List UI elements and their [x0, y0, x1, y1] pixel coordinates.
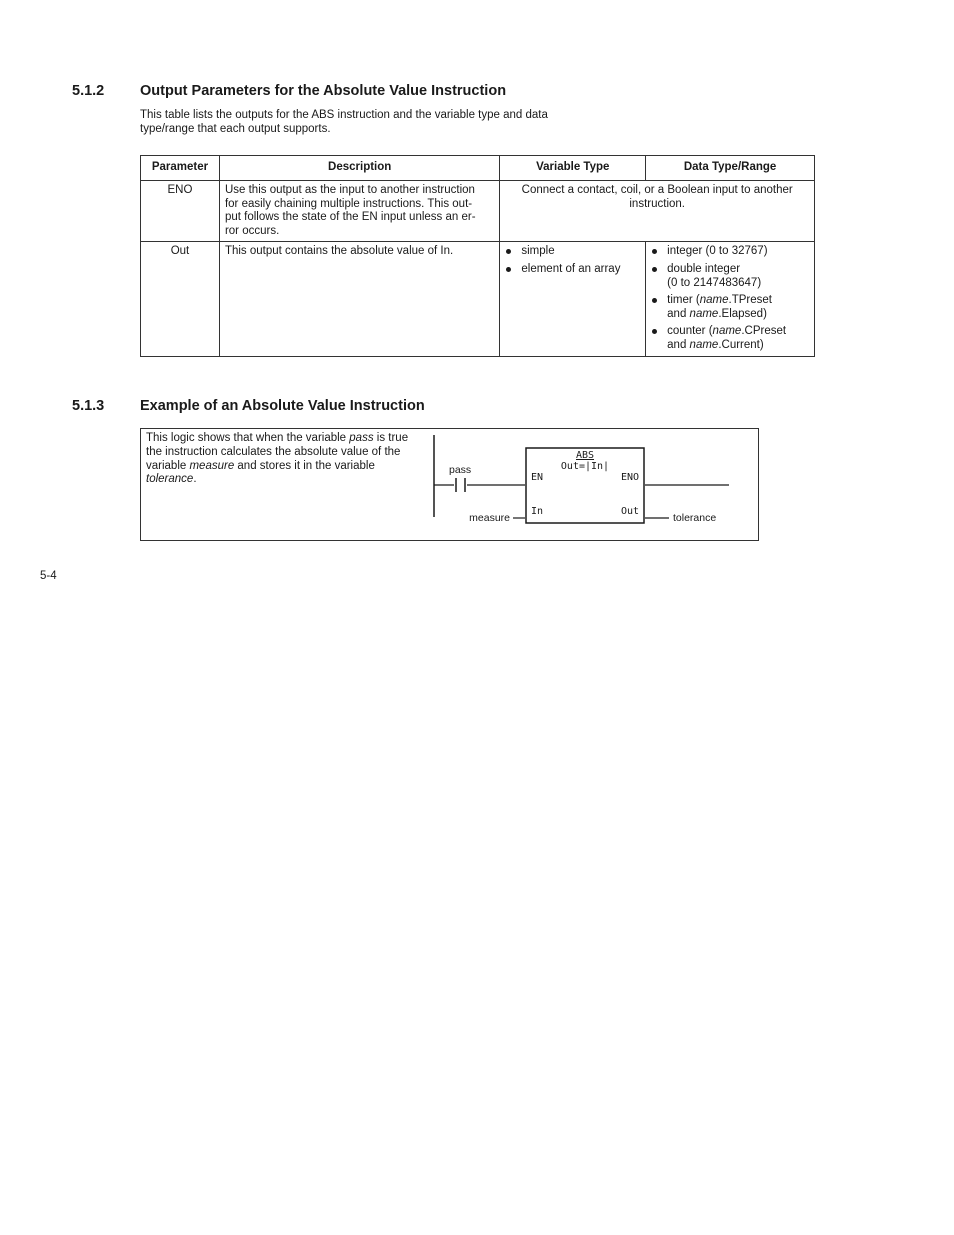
- pin-out: Out: [620, 506, 639, 517]
- page-number: 5-4: [40, 570, 57, 582]
- contact-label: pass: [449, 464, 472, 476]
- pin-eno: ENO: [620, 472, 639, 483]
- pin-en: EN: [531, 472, 544, 483]
- column-header-variable-type: Variable Type: [500, 156, 646, 181]
- parameter-cell: Out: [141, 242, 220, 356]
- output-parameters-table: [140, 155, 815, 357]
- table-row: [141, 181, 815, 242]
- block-formula: Out=|In|: [560, 461, 610, 472]
- variable-type-cell: [500, 242, 646, 356]
- list-item: counter (name.CPreset and name.Current): [651, 325, 809, 352]
- section-title: Example of an Absolute Value Instruction: [140, 398, 425, 414]
- column-header-description: Description: [219, 156, 499, 181]
- block-name: ABS: [575, 450, 595, 461]
- merged-type-cell: [500, 181, 815, 242]
- list-item: integer (0 to 32767): [651, 245, 809, 259]
- column-header-data-type: Data Type/Range: [646, 156, 815, 181]
- example-description: This logic shows that when the variable pass is true the instruction calculates the absolute value of the variable measure and stores it in the variable tolerance.: [146, 432, 409, 486]
- ladder-diagram: [421, 429, 758, 540]
- section-intro: [140, 108, 610, 136]
- description-line: for easily chaining multiple instructions. This out-: [224, 197, 473, 210]
- table-header-row: [141, 156, 815, 181]
- intro-line: This table lists the outputs for the ABS instruction and the variable type and data: [140, 109, 548, 121]
- list-item: simple: [505, 245, 640, 259]
- description-cell: [219, 181, 499, 242]
- description-cell: This output contains the absolute value of In.: [219, 242, 499, 356]
- list-item: double integer (0 to 2147483647): [651, 263, 809, 290]
- description-line: Use this output as the input to another instruction: [224, 184, 475, 196]
- table-row: [141, 242, 815, 356]
- input-variable-label: measure: [469, 512, 510, 524]
- intro-line: type/range that each output supports.: [140, 123, 331, 135]
- example-box: [140, 428, 759, 541]
- pin-in: In: [531, 506, 544, 517]
- merged-line: instruction.: [629, 197, 685, 210]
- description-line: put follows the state of the EN input unless an er-: [224, 211, 476, 224]
- parameter-cell: ENO: [141, 181, 220, 242]
- data-type-cell: [646, 242, 815, 356]
- merged-line: Connect a contact, coil, or a Boolean input to another: [521, 184, 793, 196]
- section-number: 5.1.3: [72, 398, 105, 414]
- output-variable-label: tolerance: [673, 512, 717, 524]
- list-item: element of an array: [505, 263, 640, 277]
- description-line: ror occurs.: [224, 224, 280, 237]
- section-title: Output Parameters for the Absolute Value Instruction: [140, 83, 507, 99]
- column-header-parameter: Parameter: [141, 156, 220, 181]
- list-item: timer (name.TPreset and name.Elapsed): [651, 294, 809, 321]
- section-number: 5.1.2: [72, 83, 105, 99]
